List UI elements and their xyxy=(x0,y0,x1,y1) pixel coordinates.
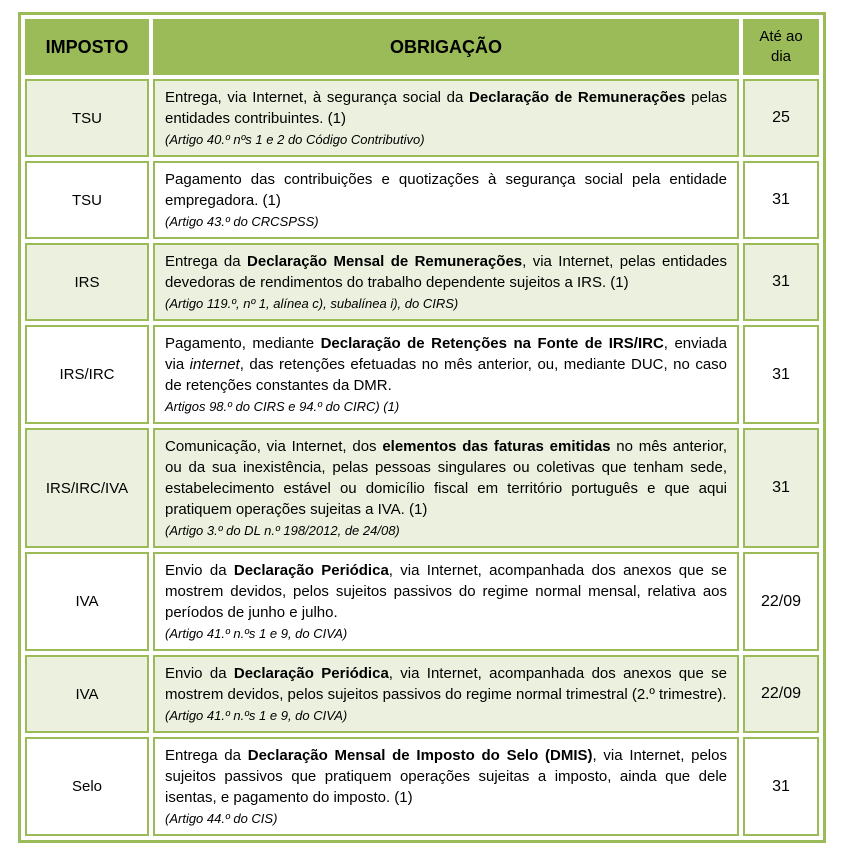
day-cell: 31 xyxy=(743,161,819,239)
obligation-segment: Pagamento, mediante xyxy=(165,335,321,352)
obligation-cell xyxy=(153,552,739,651)
obligation-segment: Declaração de Remunerações xyxy=(469,89,686,106)
obligation-cell xyxy=(153,325,739,424)
obligation-cell xyxy=(153,428,739,548)
obligation-text xyxy=(165,745,727,808)
table-row xyxy=(25,428,819,548)
obligation-segment: Comunicação, via Internet, dos xyxy=(165,438,383,455)
citation-text: (Artigo 41.º n.ºs 1 e 9, do CIVA) xyxy=(165,626,348,641)
day-cell: 31 xyxy=(743,243,819,321)
obligation-text xyxy=(165,87,727,129)
obligation-segment: , das retenções efetuadas no mês anterior, ou, mediante DUC, no caso de retenções constantes da DMR. xyxy=(165,356,727,394)
citation-text: (Artigo 44.º do CIS) xyxy=(165,811,278,826)
day-cell: 31 xyxy=(743,428,819,548)
table-row xyxy=(25,552,819,651)
obligation-segment: Pagamento das contribuições e quotizações à segurança social pela entidade empregadora. (1) xyxy=(165,171,727,209)
table-body xyxy=(25,79,819,836)
imposto-cell: IRS/IRC xyxy=(25,325,149,424)
day-cell: 31 xyxy=(743,737,819,836)
day-cell: 22/09 xyxy=(743,552,819,651)
table-header-row xyxy=(25,19,819,75)
obligation-text xyxy=(165,251,727,293)
obligation-text xyxy=(165,169,727,211)
obligation-segment: , via Internet, acompanhada dos anexos que se mostrem devidos, pelos sujeitos passivos do regime normal mensal, relativa aos períodos de junho e julho. xyxy=(165,562,727,621)
day-cell: 31 xyxy=(743,325,819,424)
obligation-cell xyxy=(153,79,739,157)
citation-text: (Artigo 3.º do DL n.º 198/2012, de 24/08) xyxy=(165,523,400,538)
imposto-cell: IVA xyxy=(25,552,149,651)
day-cell: 22/09 xyxy=(743,655,819,733)
obligation-segment: elementos das faturas emitidas xyxy=(382,438,611,455)
obligation-cell xyxy=(153,243,739,321)
citation-text: (Artigo 119.º, nº 1, alínea c), subalínea i), do CIRS) xyxy=(165,296,459,311)
obligation-segment: internet xyxy=(189,356,240,373)
obligation-segment: , via Internet, acompanhada dos anexos que se mostrem devidos, pelos sujeitos passivos do regime normal trimestral (2.º trimestre). xyxy=(165,665,727,703)
obligation-segment: Entrega, via Internet, à segurança social da xyxy=(165,89,470,106)
day-cell: 25 xyxy=(743,79,819,157)
header-ate-ao-dia: Até ao dia xyxy=(743,19,819,75)
citation-text: Artigos 98.º do CIRS e 94.º do CIRC) (1) xyxy=(165,399,400,414)
obligation-segment: Entrega da xyxy=(165,747,248,764)
table-row xyxy=(25,325,819,424)
header-imposto: IMPOSTO xyxy=(25,19,149,75)
obligation-segment: , via Internet, pelas entidades devedoras de rendimentos do trabalho dependente sujeitos a IRS. (1) xyxy=(165,253,728,291)
header-obrigacao: OBRIGAÇÃO xyxy=(153,19,739,75)
citation-text: (Artigo 41.º n.ºs 1 e 9, do CIVA) xyxy=(165,708,348,723)
imposto-cell: IRS/IRC/IVA xyxy=(25,428,149,548)
obligation-text xyxy=(165,663,727,705)
obligation-segment: Envio da xyxy=(165,562,234,579)
obligation-segment: , enviada via xyxy=(165,335,727,373)
obligation-cell xyxy=(153,655,739,733)
imposto-cell: TSU xyxy=(25,79,149,157)
citation-text: (Artigo 43.º do CRCSPSS) xyxy=(165,214,319,229)
obligation-segment: no mês anterior, ou da sua inexistência, pelas pessoas singulares ou coletivas que tenham sede, estabelecimento estável ou domicílio fiscal em território português e que aqui pratiquem operações sujeitas a IVA. (1) xyxy=(165,438,727,518)
citation-text: (Artigo 40.º nºs 1 e 2 do Código Contributivo) xyxy=(165,132,425,147)
table-header xyxy=(25,19,819,75)
obligation-segment: Entrega da xyxy=(165,253,248,270)
table-row xyxy=(25,243,819,321)
obligation-segment: Envio da xyxy=(165,665,234,682)
obligation-segment: Declaração de Retenções na Fonte de IRS/IRC xyxy=(320,335,664,352)
obligation-text xyxy=(165,436,727,520)
imposto-cell: Selo xyxy=(25,737,149,836)
imposto-cell: IRS xyxy=(25,243,149,321)
table-row xyxy=(25,161,819,239)
obligation-text xyxy=(165,560,727,623)
obligation-segment: Declaração Mensal de Imposto do Selo (DMIS) xyxy=(247,747,593,764)
obligation-segment: Declaração Periódica xyxy=(233,562,389,579)
imposto-cell: IVA xyxy=(25,655,149,733)
obligation-text xyxy=(165,333,727,396)
table-row xyxy=(25,655,819,733)
imposto-cell: TSU xyxy=(25,161,149,239)
tax-obligations-table xyxy=(18,12,826,843)
obligation-segment: pelas entidades contribuintes. (1) xyxy=(165,89,727,127)
table-row xyxy=(25,79,819,157)
obligation-segment: Declaração Periódica xyxy=(233,665,389,682)
obligation-segment: Declaração Mensal de Remunerações xyxy=(247,253,523,270)
obligation-segment: , via Internet, pelos sujeitos passivos que pratiquem operações sujeitas a imposto, ainda que dele isentas, e pagamento do imposto. (1) xyxy=(165,747,727,806)
table-row xyxy=(25,737,819,836)
obligation-cell xyxy=(153,161,739,239)
obligation-cell xyxy=(153,737,739,836)
